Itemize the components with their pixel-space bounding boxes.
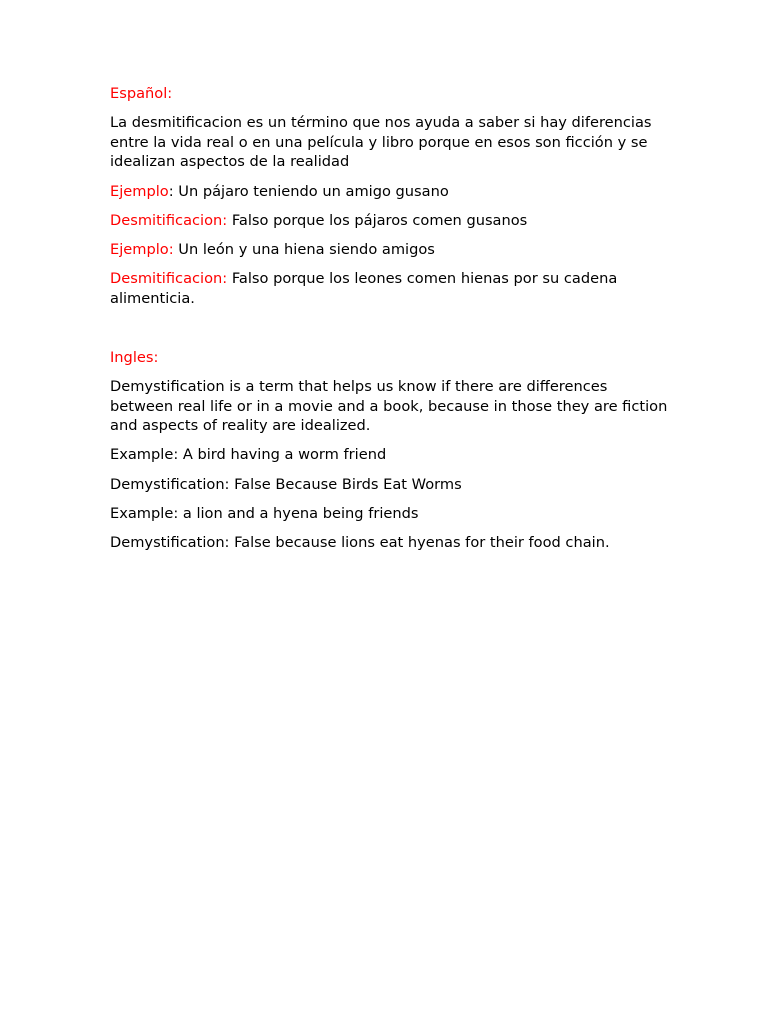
english-demystification-1: Demystification: False Because Birds Eat Worms	[110, 475, 462, 493]
spanish-demystification-2-text: Falso porque los leones comen hienas por su cadena alimenticia.	[110, 270, 618, 307]
english-intro: Demystification is a term that helps us know if there are differences between real life or in a movie and a book, because in those they are fiction and aspects of reality are idealized.	[110, 378, 668, 435]
english-demystification-2: Demystification: False because lions eat hyenas for their food chain.	[110, 534, 610, 552]
spanish-demystification-1-text: Falso porque los pájaros comen gusanos	[227, 211, 528, 229]
spanish-heading: Español:	[110, 85, 173, 102]
spanish-demystification-2-label: Desmitificacion:	[110, 270, 228, 288]
spanish-example-2-text: Un león y una hiena siendo amigos	[173, 240, 435, 258]
spanish-example-2-label: Ejemplo:	[110, 240, 174, 258]
section-spacer	[110, 318, 670, 348]
spanish-demystification-1-label: Desmitificacion:	[110, 211, 228, 229]
spanish-example-1-label: Ejemplo	[110, 182, 169, 200]
spanish-demystification-2	[110, 269, 670, 308]
spanish-intro: La desmitificacion es un término que nos ayuda a saber si hay diferencias entre la vida real o en una película y libro porque en esos son ficción y se idealizan aspectos de la realidad	[110, 114, 652, 171]
spanish-demystification-1	[110, 211, 670, 231]
document-page	[110, 84, 670, 562]
spanish-example-1-text: : Un pájaro teniendo un amigo gusano	[168, 182, 449, 200]
english-example-2: Example: a lion and a hyena being friends	[110, 504, 419, 522]
spanish-example-2	[110, 240, 670, 260]
english-heading: Ingles:	[110, 348, 159, 366]
spanish-example-1	[110, 182, 670, 202]
english-example-1: Example: A bird having a worm friend	[110, 446, 387, 464]
